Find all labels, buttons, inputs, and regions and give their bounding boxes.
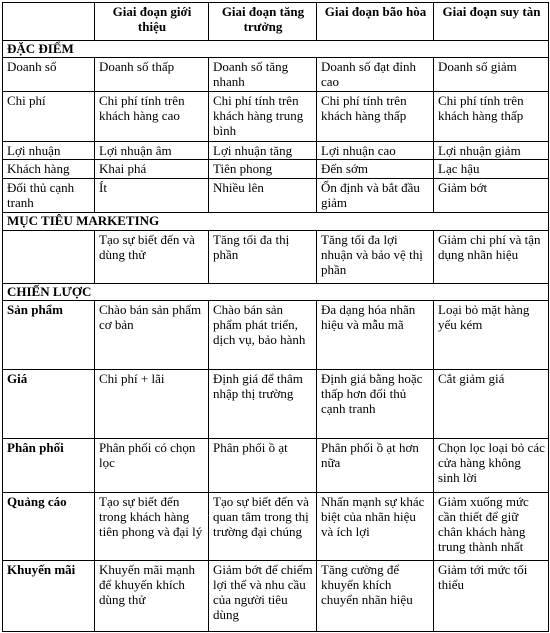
table-cell: Phân phối có chọn lọc [95, 439, 209, 493]
table-cell: Tạo sự biết đến và quan tâm trong thị trường đại chúng [209, 492, 317, 560]
table-cell: Chào bán sản phẩm cơ bản [95, 301, 209, 369]
table-cell: Tăng cường để khuyến khích chuyển nhãn hiệu [317, 561, 434, 632]
table-cell: Phân phối ồ ạt [209, 439, 317, 493]
table-cell: Chi phí tính trên khách hàng thấp [317, 91, 434, 141]
row-label: Giá [3, 369, 95, 438]
table-cell: Định giá để thâm nhập thị trường [209, 369, 317, 438]
table-cell: Chọn lọc loại bỏ các cửa hàng không sinh lời [434, 439, 549, 493]
table-cell: Khai phá [95, 160, 209, 179]
table-row [3, 561, 549, 632]
table-cell: Tăng tối đa thị phần [209, 230, 317, 283]
table-cell: Giảm bớt [434, 178, 549, 212]
section-header-row [3, 213, 549, 231]
table-cell: Tăng tối đa lợi nhuận và bảo vệ thị phần [317, 230, 434, 283]
table-cell: Ít [95, 178, 209, 212]
row-label: Khuyến mãi [3, 561, 95, 632]
table-cell: Định giá bằng hoặc thấp hơn đối thủ cạnh tranh [317, 369, 434, 438]
table-cell: Đa dạng hóa nhãn hiệu và mẫu mã [317, 301, 434, 369]
table-cell: Phân phối ồ ạt hơn nữa [317, 439, 434, 493]
header-maturity-stage: Giai đoạn bão hòa [317, 3, 434, 41]
row-label: Lợi nhuận [3, 141, 95, 160]
header-growth-stage: Giai đoạn tăng trưởng [209, 3, 317, 41]
product-life-cycle-table [2, 2, 549, 632]
table-cell: Lợi nhuận âm [95, 141, 209, 160]
table-cell: Loại bỏ mặt hàng yếu kém [434, 301, 549, 369]
table-row [3, 141, 549, 160]
table-cell: Lạc hậu [434, 160, 549, 179]
section-title: MỤC TIÊU MARKETING [3, 213, 549, 231]
table-cell: Đến sớm [317, 160, 434, 179]
table-cell: Ổn định và bắt đầu giảm [317, 178, 434, 212]
table-cell: Chi phí + lãi [95, 369, 209, 438]
table-row [3, 178, 549, 212]
table-row [3, 91, 549, 141]
row-label: Quảng cáo [3, 492, 95, 560]
table-row [3, 439, 549, 493]
header-decline-stage: Giai đoạn suy tàn [434, 3, 549, 41]
table-cell: Tạo sự biết đến trong khách hàng tiên phong và đại lý [95, 492, 209, 560]
table-cell: Lợi nhuận giảm [434, 141, 549, 160]
table-cell: Nhấn mạnh sự khác biệt của nhãn hiệu và ích lợi [317, 492, 434, 560]
table-cell: Giảm xuống mức cần thiết để giữ chân khách hàng trung thành nhất [434, 492, 549, 560]
header-row [3, 3, 549, 41]
row-label [3, 230, 95, 283]
header-corner-cell [3, 3, 95, 41]
table-cell: Chi phí tính trên khách hàng thấp [434, 91, 549, 141]
section-title: CHIẾN LƯỢC [3, 283, 549, 301]
row-label: Khách hàng [3, 160, 95, 179]
table-cell: Chào bán sản phẩm phát triển, dịch vụ, bảo hành [209, 301, 317, 369]
table-cell: Lợi nhuận tăng [209, 141, 317, 160]
row-label: Sản phẩm [3, 301, 95, 369]
row-label: Chi phí [3, 91, 95, 141]
header-intro-stage: Giai đoạn giới thiệu [95, 3, 209, 41]
row-label: Đối thủ cạnh tranh [3, 178, 95, 212]
table-row [3, 369, 549, 438]
section-title: ĐẶC ĐIỂM [3, 41, 549, 58]
table-cell: Doanh số giảm [434, 57, 549, 91]
table-cell: Doanh số tăng nhanh [209, 57, 317, 91]
section-header-row [3, 41, 549, 58]
table-cell: Giảm bớt để chiếm lợi thế và nhu cầu của người tiêu dùng [209, 561, 317, 632]
table-row [3, 57, 549, 91]
table-row [3, 160, 549, 179]
table-cell: Giảm tới mức tối thiểu [434, 561, 549, 632]
table-cell: Nhiều lên [209, 178, 317, 212]
table-row [3, 230, 549, 283]
table-cell: Doanh số thấp [95, 57, 209, 91]
table-row [3, 492, 549, 560]
row-label: Doanh số [3, 57, 95, 91]
table-cell: Giảm chi phí và tận dụng nhãn hiệu [434, 230, 549, 283]
table-cell: Chi phí tính trên khách hàng trung bình [209, 91, 317, 141]
section-header-row [3, 283, 549, 301]
table-cell: Tiên phong [209, 160, 317, 179]
table-cell: Doanh số đạt đỉnh cao [317, 57, 434, 91]
table-cell: Cắt giảm giá [434, 369, 549, 438]
table-cell: Lợi nhuận cao [317, 141, 434, 160]
table-body [3, 41, 549, 632]
table-cell: Chi phí tính trên khách hàng cao [95, 91, 209, 141]
table-row [3, 301, 549, 369]
table-cell: Khuyến mãi mạnh để khuyến khích dùng thử [95, 561, 209, 632]
row-label: Phân phối [3, 439, 95, 493]
table-cell: Tạo sự biết đến và dùng thử [95, 230, 209, 283]
